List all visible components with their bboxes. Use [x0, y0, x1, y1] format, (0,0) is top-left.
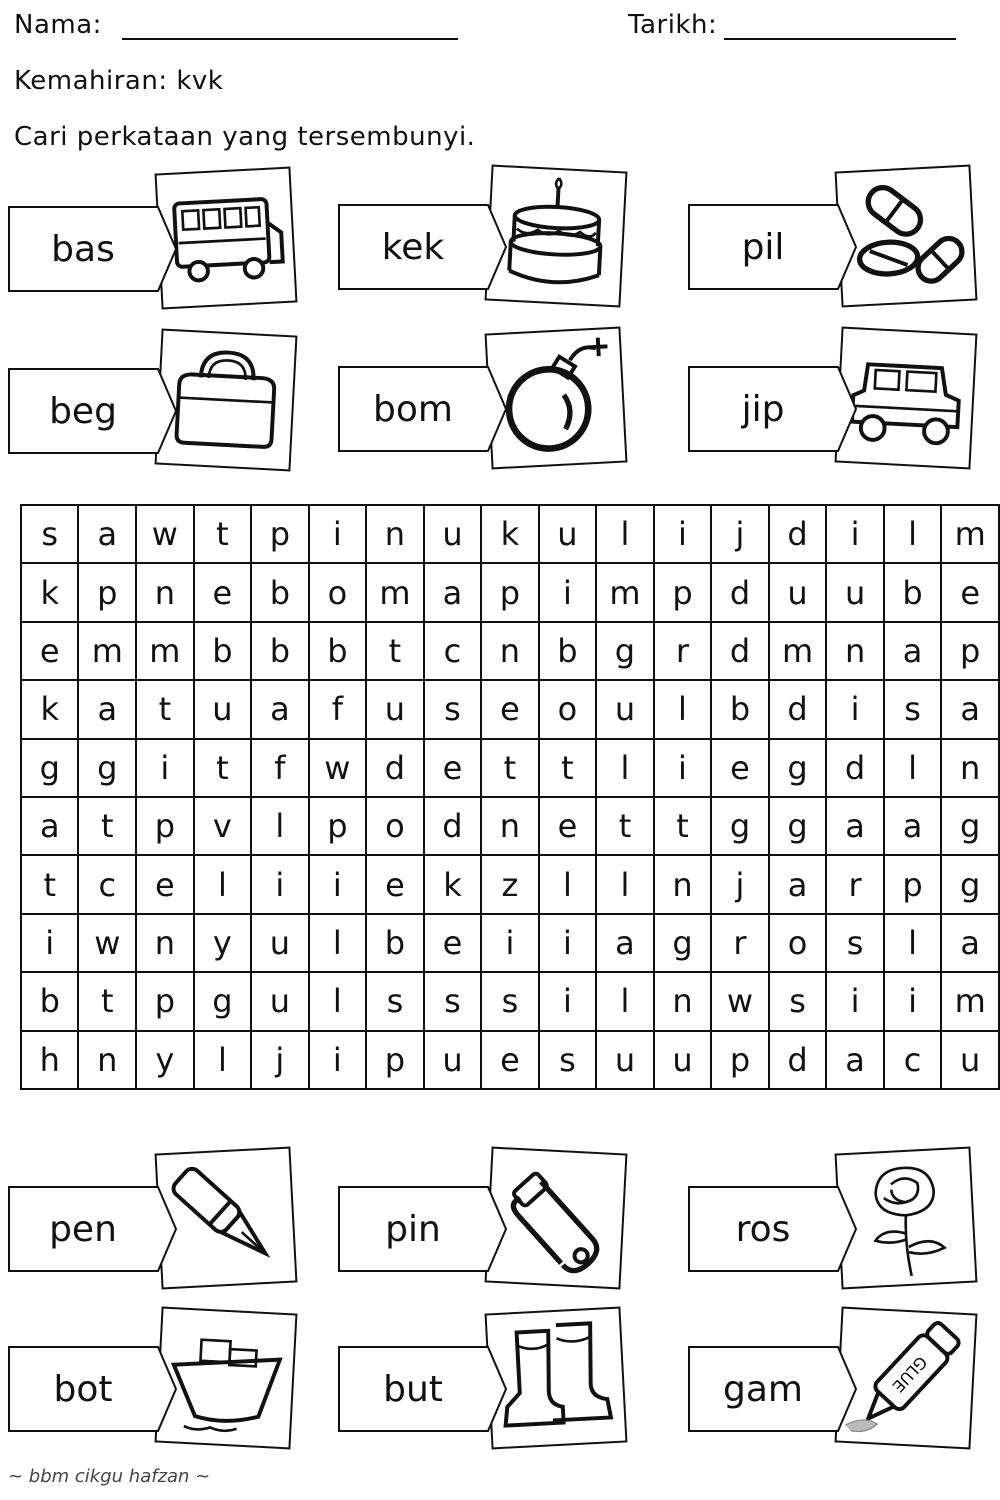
grid-cell[interactable]: l — [596, 855, 654, 913]
grid-cell[interactable]: i — [136, 739, 194, 797]
grid-cell[interactable]: p — [136, 797, 194, 855]
word-tag — [8, 1346, 178, 1432]
grid-cell[interactable]: t — [78, 797, 136, 855]
grid-cell[interactable]: p — [78, 563, 136, 621]
grid-cell[interactable]: d — [366, 739, 424, 797]
grid-cell[interactable]: s — [769, 972, 827, 1030]
word-label: ros — [735, 1208, 791, 1250]
grid-cell[interactable]: i — [539, 972, 596, 1030]
grid-cell[interactable]: d — [826, 739, 883, 797]
word-label: gam — [723, 1368, 803, 1410]
grid-cell[interactable]: c — [884, 1031, 941, 1089]
grid-cell[interactable]: r — [654, 622, 711, 680]
grid-cell[interactable]: a — [826, 1031, 883, 1089]
grid-cell[interactable]: e — [424, 739, 481, 797]
grid-cell[interactable]: a — [769, 855, 827, 913]
grid-cell[interactable]: d — [424, 797, 481, 855]
grid-cell[interactable]: a — [826, 797, 883, 855]
grid-cell[interactable]: d — [769, 680, 827, 738]
grid-cell[interactable]: i — [481, 914, 538, 972]
grid-cell[interactable]: j — [711, 855, 769, 913]
grid-cell[interactable]: u — [826, 563, 883, 621]
grid-cell[interactable]: u — [366, 680, 424, 738]
grid-cell[interactable]: e — [194, 563, 251, 621]
instruction: Cari perkataan yang tersembunyi. — [14, 122, 476, 152]
word-card-gam — [688, 1302, 988, 1452]
grid-cell[interactable]: j — [711, 505, 769, 563]
grid-cell[interactable]: a — [424, 563, 481, 621]
grid-cell[interactable]: j — [251, 1031, 308, 1089]
grid-cell[interactable]: b — [309, 622, 367, 680]
footer-credit: ~ bbm cikgu hafzan ~ — [8, 1466, 211, 1487]
grid-cell[interactable]: v — [194, 797, 251, 855]
word-search-grid — [20, 504, 1000, 1090]
grid-cell[interactable]: h — [21, 1031, 78, 1089]
grid-cell[interactable]: w — [78, 914, 136, 972]
name-line[interactable] — [122, 38, 458, 40]
grid-cell[interactable]: i — [21, 914, 78, 972]
grid-cell[interactable]: a — [251, 680, 308, 738]
grid-cell[interactable]: m — [136, 622, 194, 680]
word-label: bot — [53, 1368, 113, 1410]
grid-cell[interactable]: g — [941, 797, 999, 855]
grid-cell[interactable]: t — [539, 739, 596, 797]
grid-cell[interactable]: i — [654, 505, 711, 563]
word-tag — [338, 1346, 508, 1432]
grid-cell[interactable]: l — [309, 972, 367, 1030]
skill-label: Kemahiran: kvk — [14, 66, 224, 96]
grid-cell[interactable]: e — [21, 622, 78, 680]
grid-cell[interactable]: e — [136, 855, 194, 913]
grid-cell[interactable]: l — [884, 505, 941, 563]
grid-cell[interactable]: i — [309, 505, 367, 563]
word-tag — [688, 366, 858, 452]
grid-cell[interactable]: i — [251, 855, 308, 913]
grid-cell[interactable]: b — [711, 680, 769, 738]
grid-cell[interactable]: l — [596, 739, 654, 797]
grid-cell[interactable]: p — [481, 563, 538, 621]
word-card-but — [338, 1302, 638, 1452]
grid-cell[interactable]: k — [21, 680, 78, 738]
grid-cell[interactable]: g — [654, 914, 711, 972]
word-tag — [338, 204, 508, 290]
grid-cell[interactable]: n — [136, 563, 194, 621]
grid-cell[interactable]: a — [884, 797, 941, 855]
grid-cell[interactable]: a — [21, 797, 78, 855]
grid-cell[interactable]: s — [366, 972, 424, 1030]
grid-cell[interactable]: l — [539, 855, 596, 913]
grid-cell[interactable]: d — [769, 1031, 827, 1089]
grid-cell[interactable]: s — [539, 1031, 596, 1089]
grid-cell[interactable]: m — [366, 563, 424, 621]
grid-cell[interactable]: e — [366, 855, 424, 913]
date-label: Tarikh: — [628, 10, 718, 40]
grid-cell[interactable]: l — [884, 739, 941, 797]
word-label: kek — [381, 226, 445, 268]
grid-cell[interactable]: u — [424, 505, 481, 563]
grid-cell[interactable]: y — [136, 1031, 194, 1089]
grid-row — [21, 680, 999, 738]
grid-cell[interactable]: f — [309, 680, 367, 738]
grid-cell[interactable]: u — [424, 1031, 481, 1089]
grid-cell[interactable]: p — [366, 1031, 424, 1089]
word-card-pil — [688, 160, 988, 310]
word-label: jip — [741, 388, 785, 430]
grid-cell[interactable]: g — [78, 739, 136, 797]
grid-cell[interactable]: i — [884, 972, 941, 1030]
grid-cell[interactable]: t — [366, 622, 424, 680]
grid-cell[interactable]: g — [194, 972, 251, 1030]
grid-cell[interactable]: e — [711, 739, 769, 797]
grid-cell[interactable]: a — [941, 680, 999, 738]
grid-cell[interactable]: e — [481, 680, 538, 738]
grid-cell[interactable]: k — [424, 855, 481, 913]
grid-cell[interactable]: n — [826, 622, 883, 680]
grid-cell[interactable]: a — [78, 680, 136, 738]
word-card-bom — [338, 322, 638, 472]
grid-cell[interactable]: u — [941, 1031, 999, 1089]
grid-cell[interactable]: t — [136, 680, 194, 738]
word-label: pen — [49, 1208, 117, 1250]
grid-cell[interactable]: c — [424, 622, 481, 680]
grid-cell[interactable]: w — [711, 972, 769, 1030]
grid-cell[interactable]: p — [654, 563, 711, 621]
grid-cell[interactable]: m — [596, 563, 654, 621]
grid-cell[interactable]: l — [194, 1031, 251, 1089]
grid-cell[interactable]: a — [884, 622, 941, 680]
grid-cell[interactable]: u — [769, 563, 827, 621]
grid-cell[interactable]: p — [251, 505, 308, 563]
grid-row — [21, 739, 999, 797]
word-card-bot — [8, 1302, 308, 1452]
word-label: beg — [49, 390, 117, 432]
grid-cell[interactable]: a — [78, 505, 136, 563]
grid-cell[interactable]: o — [366, 797, 424, 855]
grid-cell[interactable]: o — [769, 914, 827, 972]
grid-cell[interactable]: s — [826, 914, 883, 972]
grid-cell[interactable]: n — [481, 622, 538, 680]
word-label: pin — [385, 1208, 441, 1250]
grid-cell[interactable]: t — [78, 972, 136, 1030]
grid-cell[interactable]: s — [424, 972, 481, 1030]
grid-cell[interactable]: i — [309, 855, 367, 913]
word-tag — [688, 204, 858, 290]
grid-cell[interactable]: i — [826, 505, 883, 563]
grid-cell[interactable]: m — [941, 972, 999, 1030]
grid-cell[interactable]: r — [711, 914, 769, 972]
word-card-jip — [688, 322, 988, 472]
grid-cell[interactable]: t — [481, 739, 538, 797]
grid-cell[interactable]: l — [194, 855, 251, 913]
grid-cell[interactable]: n — [136, 914, 194, 972]
word-tag — [338, 1186, 508, 1272]
grid-cell[interactable]: n — [481, 797, 538, 855]
word-tag — [338, 366, 508, 452]
word-label: bas — [51, 228, 115, 270]
grid-cell[interactable]: u — [539, 505, 596, 563]
grid-cell[interactable]: g — [711, 797, 769, 855]
grid-cell[interactable]: z — [481, 855, 538, 913]
word-tag — [8, 206, 178, 292]
grid-cell[interactable]: u — [251, 972, 308, 1030]
grid-row — [21, 505, 999, 563]
grid-cell[interactable]: b — [21, 972, 78, 1030]
grid-row — [21, 914, 999, 972]
grid-cell[interactable]: l — [596, 972, 654, 1030]
grid-row — [21, 855, 999, 913]
grid-cell[interactable]: y — [194, 914, 251, 972]
grid-cell[interactable]: f — [251, 739, 308, 797]
grid-row — [21, 1031, 999, 1089]
grid-cell[interactable]: o — [539, 680, 596, 738]
grid-cell[interactable]: i — [539, 563, 596, 621]
grid-cell[interactable]: p — [136, 972, 194, 1030]
grid-cell[interactable]: s — [481, 972, 538, 1030]
grid-cell[interactable]: n — [654, 972, 711, 1030]
grid-cell[interactable]: k — [481, 505, 538, 563]
grid-row — [21, 972, 999, 1030]
grid-cell[interactable]: d — [711, 563, 769, 621]
grid-cell[interactable]: l — [654, 680, 711, 738]
grid-cell[interactable]: k — [21, 563, 78, 621]
grid-cell[interactable]: p — [309, 797, 367, 855]
grid-cell[interactable]: g — [596, 622, 654, 680]
grid-cell[interactable]: g — [769, 797, 827, 855]
word-label: but — [383, 1368, 443, 1410]
word-tag — [8, 368, 178, 454]
grid-cell[interactable]: b — [194, 622, 251, 680]
grid-cell[interactable]: n — [366, 505, 424, 563]
grid-row — [21, 563, 999, 621]
grid-cell[interactable]: n — [941, 739, 999, 797]
grid-cell[interactable]: l — [251, 797, 308, 855]
grid-cell[interactable]: b — [251, 622, 308, 680]
grid-cell[interactable]: c — [78, 855, 136, 913]
grid-cell[interactable]: p — [941, 622, 999, 680]
word-card-bas — [8, 162, 308, 312]
word-card-pen — [8, 1142, 308, 1292]
word-label: bom — [373, 388, 453, 430]
grid-cell[interactable]: a — [596, 914, 654, 972]
grid-cell[interactable]: b — [366, 914, 424, 972]
grid-cell[interactable]: u — [596, 1031, 654, 1089]
grid-cell[interactable]: t — [194, 505, 251, 563]
grid-cell[interactable]: u — [251, 914, 308, 972]
grid-cell[interactable]: s — [424, 680, 481, 738]
grid-cell[interactable]: m — [941, 505, 999, 563]
grid-cell[interactable]: l — [309, 914, 367, 972]
grid-cell[interactable]: n — [78, 1031, 136, 1089]
grid-cell[interactable]: s — [21, 505, 78, 563]
grid-cell[interactable]: b — [539, 622, 596, 680]
grid-cell[interactable]: i — [826, 972, 883, 1030]
grid-cell[interactable]: p — [884, 855, 941, 913]
word-card-beg — [8, 324, 308, 474]
grid-cell[interactable]: t — [596, 797, 654, 855]
grid-cell[interactable]: t — [654, 797, 711, 855]
grid-cell[interactable]: s — [884, 680, 941, 738]
word-card-kek — [338, 160, 638, 310]
grid-cell[interactable]: g — [941, 855, 999, 913]
grid-cell[interactable]: u — [194, 680, 251, 738]
grid-cell[interactable]: a — [941, 914, 999, 972]
date-line[interactable] — [724, 38, 956, 40]
grid-cell[interactable]: i — [539, 914, 596, 972]
grid-cell[interactable]: e — [941, 563, 999, 621]
grid-cell[interactable]: l — [884, 914, 941, 972]
grid-cell[interactable]: u — [596, 680, 654, 738]
grid-cell[interactable]: n — [654, 855, 711, 913]
grid-cell[interactable]: e — [539, 797, 596, 855]
grid-cell[interactable]: g — [769, 739, 827, 797]
word-tag — [8, 1186, 178, 1272]
grid-cell[interactable]: d — [769, 505, 827, 563]
grid-cell[interactable]: w — [136, 505, 194, 563]
grid-cell[interactable]: i — [309, 1031, 367, 1089]
grid-cell[interactable]: d — [711, 622, 769, 680]
grid-cell[interactable]: w — [309, 739, 367, 797]
grid-cell[interactable]: m — [78, 622, 136, 680]
grid-cell[interactable]: r — [826, 855, 883, 913]
grid-cell[interactable]: t — [194, 739, 251, 797]
word-tag — [688, 1186, 858, 1272]
word-card-pin — [338, 1142, 638, 1292]
grid-cell[interactable]: p — [711, 1031, 769, 1089]
grid-row — [21, 797, 999, 855]
grid-cell[interactable]: l — [596, 505, 654, 563]
grid-cell[interactable]: e — [424, 914, 481, 972]
name-label: Nama: — [14, 10, 102, 40]
grid-cell[interactable]: u — [654, 1031, 711, 1089]
grid-cell[interactable]: b — [251, 563, 308, 621]
word-tag — [688, 1346, 858, 1432]
grid-cell[interactable]: i — [654, 739, 711, 797]
svg-text:GLUE: GLUE — [888, 1352, 931, 1397]
grid-cell[interactable]: m — [769, 622, 827, 680]
grid-cell[interactable]: i — [826, 680, 883, 738]
grid-cell[interactable]: t — [21, 855, 78, 913]
grid-cell[interactable]: g — [21, 739, 78, 797]
grid-cell[interactable]: o — [309, 563, 367, 621]
grid-cell[interactable]: b — [884, 563, 941, 621]
word-label: pil — [741, 226, 785, 268]
grid-cell[interactable]: e — [481, 1031, 538, 1089]
grid-row — [21, 622, 999, 680]
word-card-ros — [688, 1142, 988, 1292]
